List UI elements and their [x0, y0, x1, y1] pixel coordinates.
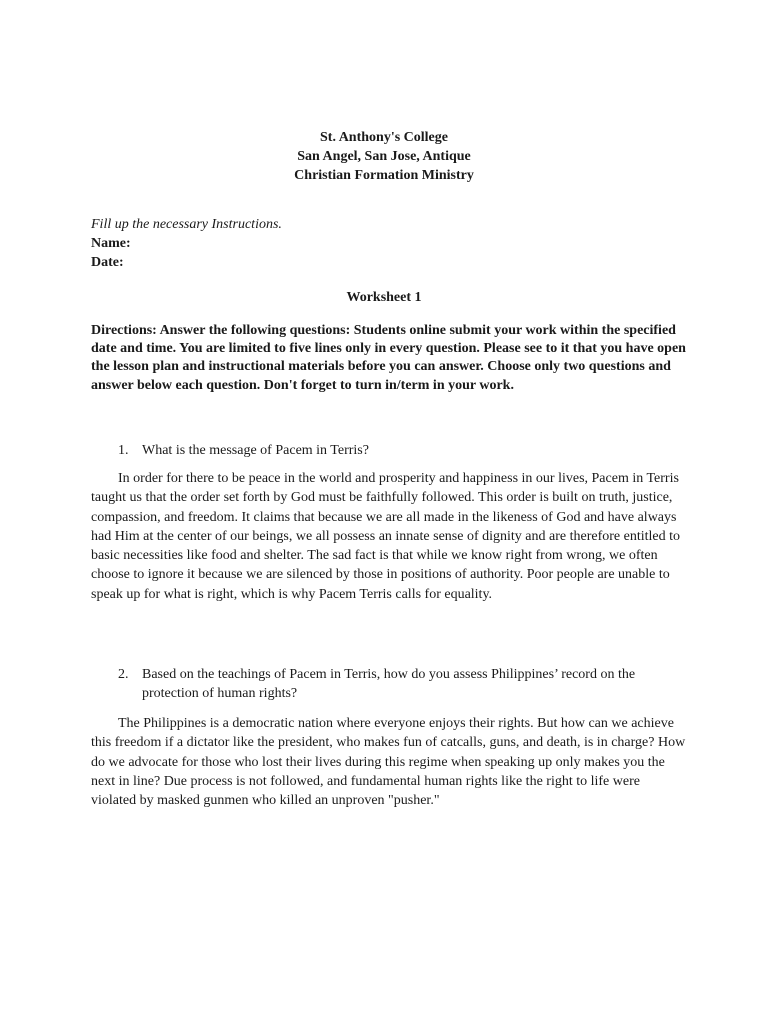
worksheet-title: Worksheet 1 — [346, 290, 422, 305]
question-text: What is the message of Pacem in Terris? — [142, 443, 369, 458]
question-number: 2. — [118, 667, 129, 682]
form-fields — [91, 215, 691, 272]
fill-instruction: Fill up the necessary Instructions. — [91, 217, 282, 232]
answer-2: The Philippines is a democratic nation where everyone enjoys their rights. But how can we achieve this freedom if a dictator like the president, who makes fun of catcalls, guns, and death, is in charge? How do we advocate for those who lost their lives during this regime when speaking up only makes you the next in line? Due process is not followed, and fundamental human rights like the right to life were violated by masked gunmen who killed an unproven "pusher." — [91, 716, 686, 809]
name-label: Name: — [91, 236, 131, 251]
directions-paragraph: Directions: Answer the following questions: Students online submit your work within the specified date and time. You are limited to five lines only in every question. Please see to it that you have open the lesson plan and instructional materials before you can answer. Choose only two questions and answer below each question. Don't forget to turn in/term in your work. — [91, 323, 686, 393]
ministry-name: Christian Formation Ministry — [294, 168, 474, 183]
document-header — [0, 128, 768, 185]
answer-1: In order for there to be peace in the world and prosperity and happiness in our lives, Pacem in Terris taught us that the order set forth by God must be faithfully followed. This order is built on truth, justice, compassion, and freedom. It claims that because we are all made in the likeness of God and have always had Him at the center of our beings, we all possess an innate sense of dignity and are therefore entitled to basic necessities like food and shelter. The sad fact is that while we know right from wrong, we often choose to ignore it because we are silenced by those in positions of authority. Poor people are unable to speak up for what is right, which is why Pacem Terris calls for equality. — [91, 471, 680, 602]
school-name: St. Anthony's College — [320, 130, 448, 145]
question-number: 1. — [118, 443, 129, 458]
question-text: Based on the teachings of Pacem in Terris, how do you assess Philippines’ record on the protection of human rights? — [142, 667, 636, 701]
question-2 — [118, 665, 688, 703]
school-address: San Angel, San Jose, Antique — [297, 149, 471, 164]
question-1 — [118, 441, 688, 460]
date-label: Date: — [91, 255, 124, 270]
